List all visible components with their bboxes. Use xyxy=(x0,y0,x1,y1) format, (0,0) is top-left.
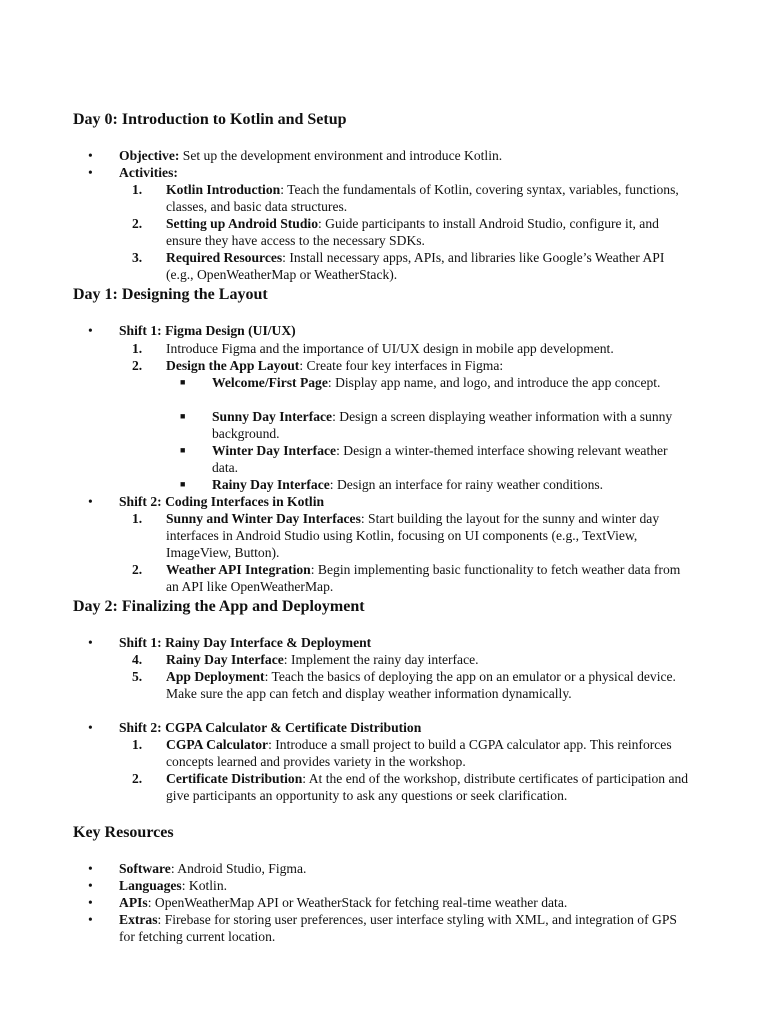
item-text: : Create four key interfaces in Figma: xyxy=(299,358,504,373)
sub-item xyxy=(212,374,694,391)
list-number: 2. xyxy=(132,771,143,786)
item-label: CGPA Calculator xyxy=(166,737,269,752)
bullet: • xyxy=(88,720,93,735)
item-label: Setting up Android Studio xyxy=(166,216,318,231)
item-label: APIs xyxy=(119,895,148,910)
item-text: : Design a winter-themed interface showing relevant weather data. xyxy=(212,443,668,475)
shift-label xyxy=(119,493,694,510)
item-text: Introduce Figma and the importance of UI/UX design in mobile app development. xyxy=(166,341,614,356)
sub-item xyxy=(212,476,694,493)
bullet: • xyxy=(88,878,93,893)
item-text: : Introduce a small project to build a CGPA calculator app. This reinforces concepts learned and provides variety in the workshop. xyxy=(166,737,672,769)
item-label: Winter Day Interface xyxy=(212,443,337,458)
item-text: : Start building the layout for the sunny and winter day interfaces in Android Studio using Kotlin, focusing on UI components (e.g., TextView, ImageView, Button). xyxy=(166,511,660,560)
item-text: : Kotlin. xyxy=(181,878,228,893)
item-label: Sunny and Winter Day Interfaces xyxy=(166,511,361,526)
bullet: • xyxy=(88,635,93,650)
item-label: Extras xyxy=(119,912,158,927)
item-label: Rainy Day Interface xyxy=(166,652,284,667)
item-text: : Teach the basics of deploying the app on an emulator or a physical device. Make sure the app can fetch and display weather information dynamically. xyxy=(166,669,676,701)
list-item xyxy=(166,651,694,668)
shift-label xyxy=(119,634,694,651)
activities-label: Activities: xyxy=(119,165,178,180)
bullet: • xyxy=(88,861,93,876)
list-item xyxy=(166,770,694,804)
item-label: Languages xyxy=(119,878,182,893)
square-bullet: ■ xyxy=(180,479,186,489)
resource-item xyxy=(119,911,694,945)
bullet: • xyxy=(88,165,93,180)
list-number: 1. xyxy=(132,182,143,197)
item-text: : Design a screen displaying weather information with a sunny background. xyxy=(212,409,673,441)
item-text: : At the end of the workshop, distribute certificates of participation and give participants an opportunity to ask any questions or seek clarification. xyxy=(166,771,689,803)
item-text: : Begin implementing basic functionality to fetch weather data from an API like OpenWeatherMap. xyxy=(166,562,681,594)
shift-label xyxy=(119,322,694,339)
sub-item xyxy=(212,408,694,442)
shift2-label: Shift 2: CGPA Calculator & Certificate Distribution xyxy=(119,720,422,735)
item-label: Certificate Distribution xyxy=(166,771,303,786)
item-label: App Deployment xyxy=(166,669,265,684)
resource-item xyxy=(119,860,694,877)
list-item xyxy=(166,736,694,770)
heading-day1: Day 1: Designing the Layout xyxy=(73,286,268,303)
square-bullet: ■ xyxy=(180,411,186,421)
item-text: : Implement the rainy day interface. xyxy=(283,652,479,667)
list-number: 5. xyxy=(132,669,143,684)
item-label: Software xyxy=(119,861,171,876)
bullet: • xyxy=(88,895,93,910)
list-number: 3. xyxy=(132,250,143,265)
sub-item xyxy=(212,442,694,476)
item-text: : Teach the fundamentals of Kotlin, covering syntax, variables, functions, classes, and basic data structures. xyxy=(166,182,679,214)
list-number: 1. xyxy=(132,511,143,526)
shift-label xyxy=(119,719,694,736)
list-number: 1. xyxy=(132,737,143,752)
item-label: Weather API Integration xyxy=(166,562,311,577)
list-number: 1. xyxy=(132,341,143,356)
list-item xyxy=(166,340,694,357)
item-label: Rainy Day Interface xyxy=(212,477,330,492)
item-text: : Install necessary apps, APIs, and libraries like Google’s Weather API (e.g., OpenWeatherMap or WeatherStack). xyxy=(166,250,665,282)
heading-resources: Key Resources xyxy=(73,824,174,841)
heading-day0: Day 0: Introduction to Kotlin and Setup xyxy=(73,111,347,128)
shift2-label: Shift 2: Coding Interfaces in Kotlin xyxy=(119,494,325,509)
list-item xyxy=(166,668,694,702)
square-bullet: ■ xyxy=(180,377,186,387)
list-number: 2. xyxy=(132,358,143,373)
item-text: : Firebase for storing user preferences, user interface styling with XML, and integration of GPS for fetching current location. xyxy=(119,912,677,944)
item-label: Required Resources xyxy=(166,250,283,265)
item-label: Kotlin Introduction xyxy=(166,182,281,197)
list-number: 2. xyxy=(132,216,143,231)
objective-label: Objective: xyxy=(119,148,180,163)
item-text: : Android Studio, Figma. xyxy=(170,861,307,876)
bullet: • xyxy=(88,148,93,163)
objective-text: Set up the development environment and introduce Kotlin. xyxy=(179,148,503,163)
item-label: Design the App Layout xyxy=(166,358,300,373)
item-text: : Design an interface for rainy weather conditions. xyxy=(329,477,604,492)
list-number: 4. xyxy=(132,652,143,667)
resource-item xyxy=(119,877,694,894)
bullet: • xyxy=(88,323,93,338)
resource-item xyxy=(119,894,694,911)
list-item xyxy=(166,510,694,561)
list-item xyxy=(166,357,694,374)
bullet: • xyxy=(88,494,93,509)
item-label: Sunny Day Interface xyxy=(212,409,333,424)
list-item xyxy=(166,181,694,215)
shift1-label: Shift 1: Rainy Day Interface & Deployment xyxy=(119,635,372,650)
item-label: Welcome/First Page xyxy=(212,375,328,390)
list-number: 2. xyxy=(132,562,143,577)
list-item xyxy=(166,215,694,249)
square-bullet: ■ xyxy=(180,445,186,455)
item-text: : Guide participants to install Android Studio, configure it, and ensure they have access to the necessary SDKs. xyxy=(166,216,659,248)
objective-line xyxy=(119,147,694,164)
list-item xyxy=(166,561,694,595)
item-text: : OpenWeatherMap API or WeatherStack for fetching real-time weather data. xyxy=(147,895,568,910)
shift1-label: Shift 1: Figma Design (UI/UX) xyxy=(119,323,296,338)
activities-line xyxy=(119,164,694,181)
heading-day2: Day 2: Finalizing the App and Deployment xyxy=(73,598,365,615)
list-item xyxy=(166,249,694,283)
item-text: : Display app name, and logo, and introduce the app concept. xyxy=(327,375,661,390)
bullet: • xyxy=(88,912,93,927)
